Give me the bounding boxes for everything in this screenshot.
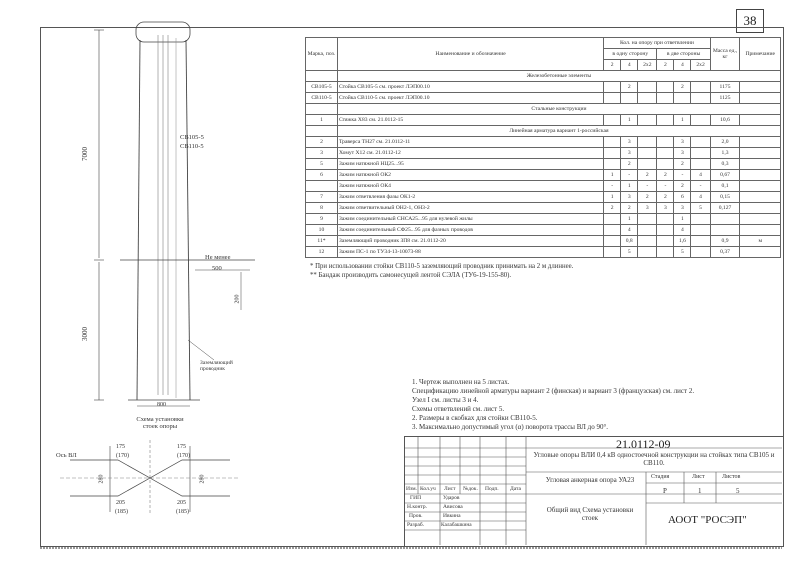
stage-header: Стадия [651, 474, 670, 480]
footnote-1: * При использовании стойки СВ110-5 заземляющий проводник принимать на 2 м длиннее. [310, 263, 574, 270]
spec-qty: 4 [691, 192, 710, 203]
dim-left-185: (185) [115, 509, 128, 515]
spec-name: Зажим соединительный СНСА25...95 для нулевой жилы [337, 214, 603, 225]
header-sub: 4 [674, 60, 691, 71]
dim-3000: 3000 [81, 327, 89, 341]
spec-qty: 3 [674, 137, 691, 148]
page-number: 38 [736, 9, 764, 33]
spec-qty: 4 [691, 170, 710, 181]
spec-name: Зажим натяжной НЦ25...95 [337, 159, 603, 170]
header-sub: 2 [657, 60, 674, 71]
spec-section-title: Железобетонные элементы [337, 71, 780, 82]
spec-section-title: Линейная арматура вариант 1-российская [337, 126, 780, 137]
spec-qty: 4 [674, 225, 691, 236]
spec-qty: 5 [691, 203, 710, 214]
spec-qty: 3 [674, 203, 691, 214]
drawing-code: 21.0112-09 [616, 437, 671, 451]
axis-label: Ось ВЛ [56, 452, 77, 459]
header-sub: 2х2 [691, 60, 710, 71]
spec-qty: 3 [621, 148, 638, 159]
dim-right-205: 205 [177, 500, 186, 506]
dim-right-170: (170) [177, 453, 190, 459]
spec-qty: 2 [674, 82, 691, 93]
note-3: Узел I см. листы 3 и 4. [412, 396, 479, 404]
dim-right-175: 175 [177, 444, 186, 450]
spec-mass: 0,3 [710, 159, 740, 170]
spec-pos: 11* [306, 236, 338, 247]
spec-mass: 0,37 [710, 247, 740, 258]
spec-name: Стойка СВ110-5 см. проект ЛЭП00.10 [337, 93, 603, 104]
spec-name: Зажим ответвления фазы ОК1-2 [337, 192, 603, 203]
spec-pos: СВ110-5 [306, 93, 338, 104]
spec-section-title: Стальные конструкции [337, 104, 780, 115]
pole-label-1: СВ105-5 [180, 134, 204, 141]
spec-pos: 3 [306, 148, 338, 159]
note-4: Схемы ответвлений см. лист 5. [412, 405, 505, 413]
spec-mass: 2,0 [710, 137, 740, 148]
spec-qty: 3 [621, 192, 638, 203]
note-1: 1. Чертеж выполнен на 5 листах. [412, 378, 510, 386]
spec-qty: 2 [657, 170, 674, 181]
spec-pos: 10 [306, 225, 338, 236]
spec-qty: 1 [674, 115, 691, 126]
spec-qty: 1 [621, 214, 638, 225]
ground-conductor-label: Заземляющий проводник [200, 360, 233, 372]
spec-qty: 3 [674, 148, 691, 159]
name-4: Калабашкина [441, 522, 472, 528]
spec-pos: 5 [306, 159, 338, 170]
spec-pos: 7 [306, 192, 338, 203]
dim-200: 200 [234, 294, 241, 304]
install-caption: Схема установки стоек опоры [136, 416, 184, 430]
spec-qty: 1 [604, 170, 621, 181]
spec-qty: 3 [621, 137, 638, 148]
col-head-doc: №док. [463, 486, 478, 492]
spec-mass: 0,1 [710, 181, 740, 192]
spec-pos: СВ105-5 [306, 82, 338, 93]
drawing-title: Угловые опоры ВЛИ 0,4 кВ одностоечной конструкции на стойках типа СВ105 и СВ110. [533, 451, 775, 467]
spec-qty: 1 [604, 192, 621, 203]
header-two-side: в две стороны [657, 49, 710, 60]
spec-qty: - [604, 181, 621, 192]
header-sub: 4 [621, 60, 638, 71]
spec-qty: 2 [621, 159, 638, 170]
spec-name: Хомут Х12 см. 21.0112-12 [337, 148, 603, 159]
spec-qty: 3 [657, 203, 674, 214]
spec-qty: - [674, 170, 691, 181]
name-3: Ивкина [443, 513, 461, 519]
spec-name: Зажим натяжной ОК2 [337, 170, 603, 181]
header-one-side: в одну сторону [604, 49, 657, 60]
header-note: Примечание [740, 38, 781, 71]
header-sub: 2 [604, 60, 621, 71]
header-mark: Марка, поз. [306, 38, 338, 71]
role-razrab: Разраб. [407, 522, 425, 528]
spec-pos: 1 [306, 115, 338, 126]
spec-mass: 0,15 [710, 192, 740, 203]
spec-name: Стяжка Х83 см. 21.0112-15 [337, 115, 603, 126]
spec-qty: 2 [621, 203, 638, 214]
dim-left-170: (170) [116, 453, 129, 459]
organization: АООТ "РОСЭП" [668, 514, 747, 526]
ne-menee-label: Не менее [205, 254, 231, 261]
header-name: Наименование и обозначение [337, 38, 603, 71]
dim-left-175: 175 [116, 444, 125, 450]
note-6: 3. Максимально допустимый угол (α) поворота трассы ВЛ до 90°. [412, 423, 609, 431]
note-2: Спецификацию линейной арматуры вариант 2 (финская) и вариант 3 (французская) см. лист 2. [412, 387, 695, 395]
role-prov: Пров. [409, 513, 423, 519]
col-head-data: Дата [510, 486, 521, 492]
sheets-header: Листов [722, 474, 741, 480]
spec-pos: 12 [306, 247, 338, 258]
dim-7000: 7000 [81, 147, 89, 161]
dim-left-280: 280 [98, 474, 105, 484]
col-head-kol: Кол.уч [420, 486, 436, 492]
name-2: Ависова [443, 504, 463, 510]
spec-qty: 4 [621, 225, 638, 236]
col-head-podp: Подп. [485, 486, 499, 492]
spec-qty: - [691, 181, 710, 192]
dim-right-280: 280 [199, 474, 206, 484]
spec-qty: 2 [657, 192, 674, 203]
spec-pos: 8 [306, 203, 338, 214]
header-mass: Масса ед., кг [710, 38, 740, 71]
spec-qty: 2 [621, 82, 638, 93]
footnote-2: ** Бандаж производить самонесущей лентой СЭЛА (ТУ6-19-155-80). [310, 272, 512, 279]
spec-name: Зажим ПС-1 по ТУ34-13-10073-88 [337, 247, 603, 258]
spec-mass: 1175 [710, 82, 740, 93]
spec-qty: 0,8 [621, 236, 638, 247]
sheet-value: 1 [698, 487, 702, 495]
spec-pos: 9 [306, 214, 338, 225]
spec-mass: 0,9 [710, 236, 740, 247]
spec-qty: 2 [638, 192, 657, 203]
note-5: 2. Размеры в скобках для стойки СВ110-5. [412, 414, 538, 422]
spec-qty: - [657, 181, 674, 192]
name-1: Ударов [443, 495, 460, 501]
spec-qty: 2 [674, 181, 691, 192]
stage-value: Р [663, 487, 667, 495]
spec-qty: 2 [638, 170, 657, 181]
spec-name: Зажим ответвительный ОН2-1, ОН3-2 [337, 203, 603, 214]
spec-qty: 5 [674, 247, 691, 258]
spec-qty: - [621, 170, 638, 181]
pole-label-2: СВ110-5 [180, 143, 204, 150]
spec-pos: 6 [306, 170, 338, 181]
col-head-list: Лист [444, 486, 456, 492]
spec-qty: 1 [621, 181, 638, 192]
header-qty: Кол. на опору при ответвлении [604, 38, 710, 49]
dim-right-185: (185) [176, 509, 189, 515]
item-2: Общий вид Схема установки стоек [546, 506, 634, 522]
spec-mass: 0,127 [710, 203, 740, 214]
dim-800: 800 [157, 402, 166, 408]
header-sub: 2х2 [638, 60, 657, 71]
spec-qty: 2 [604, 203, 621, 214]
spec-name: Траверса ТН27 см. 21.0112-11 [337, 137, 603, 148]
spec-name: Зажим натяжной ОК4 [337, 181, 603, 192]
spec-qty: 5 [621, 247, 638, 258]
spec-qty: 3 [638, 203, 657, 214]
spec-qty: 1 [621, 115, 638, 126]
spec-qty: 1,6 [674, 236, 691, 247]
item-1: Угловая анкерная опора УА23 [545, 476, 635, 484]
spec-name: Стойка СВ105-5 см. проект ЛЭП00.10 [337, 82, 603, 93]
dim-left-205: 205 [116, 500, 125, 506]
sheets-value: 5 [736, 487, 740, 495]
spec-pos: 2 [306, 137, 338, 148]
spec-mass: 1125 [710, 93, 740, 104]
spec-name: Заземляющий проводник ЗП8 см. 21.0112-20 [337, 236, 603, 247]
role-nkontr: Н.контр. [407, 504, 428, 510]
spec-mass: 0,67 [710, 170, 740, 181]
spec-mass: 1,3 [710, 148, 740, 159]
spec-qty: 6 [674, 192, 691, 203]
col-head-izm: Изм. [406, 486, 417, 492]
spec-qty: 1 [674, 214, 691, 225]
spec-qty: - [638, 181, 657, 192]
spec-name: Зажим соединительный СФ25...95 для фазных проводов [337, 225, 603, 236]
spec-qty: 2 [674, 159, 691, 170]
spec-note: м [740, 236, 781, 247]
spec-mass: 10,6 [710, 115, 740, 126]
dim-500: 500 [212, 265, 222, 272]
sheet-header: Лист [692, 474, 705, 480]
role-gip: ГИП [410, 495, 422, 501]
